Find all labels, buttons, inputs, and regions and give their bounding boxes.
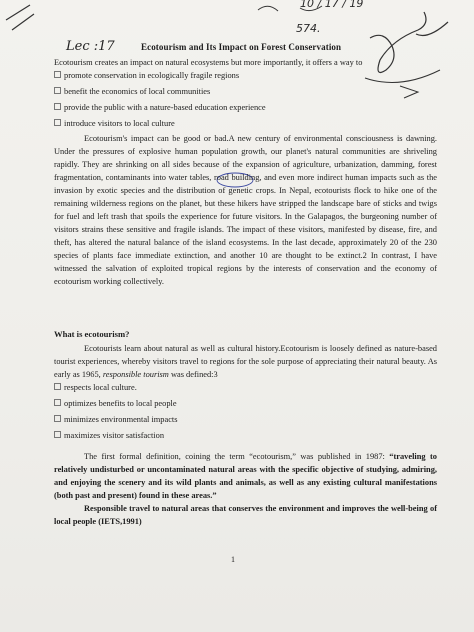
- paragraph-formal-definition: [54, 450, 437, 502]
- lecture-label: Lec :17: [66, 39, 115, 54]
- handwritten-number: 574.: [296, 22, 321, 35]
- checkbox-icon: [54, 431, 61, 438]
- impact-paragraph: Ecotourism's impact can be good or bad.A new century of environmental consciousness is dawning. Under the pressures of explosive human population growth, our planet's natural communities are shriveling rapidly. They are shrinking on all sides because of the expansion of agriculture, urbanization, damming, forest fragmentation, contaminants into water tables, road building, and even more indirect human impacts such as the invasion by exotic species and the distribution of genetic crops. In Nepal, ecotourists flock to hike one of the remaining wilderness regions on the planet, but these hikers have stripped the landscape bare of sticks and twigs for fuel and left trash that spoils the experience for future visitors. In the Galapagos, the burgeoning number of visitors strains these sensitive and fragile islands. The impact of these visitors, manifested by disease, fire, and theft, has altered the natural balance of the island ecosystems. In the last decade, approximately 20 of the 230 species of plants face immediate extinction, and another 10 are thought to be extinct.2 In contrast, I have witnessed the salvation of exploited tropical regions by the interests of conservation and the economy of ecotourism working collectively.: [54, 134, 437, 286]
- paragraph-definition: [54, 342, 437, 381]
- list-item: maximizes visitor satisfaction: [54, 428, 434, 444]
- checkbox-icon: [54, 103, 61, 110]
- list-item: benefit the economics of local communities: [54, 84, 434, 100]
- checkbox-icon: [54, 119, 61, 126]
- handwritten-date: 10 / 17 / 19: [300, 0, 364, 10]
- list-item: optimizes benefits to local people: [54, 396, 434, 412]
- bullet-list-1: [54, 68, 434, 132]
- list-item: introduce visitors to local culture: [54, 116, 434, 132]
- list-item: minimizes environmental impacts: [54, 412, 434, 428]
- checkbox-icon: [54, 87, 61, 94]
- responsible-travel-paragraph: Responsible travel to natural areas that conserves the environment and improves the well-being of local people (IETS,1991): [54, 504, 437, 526]
- checkbox-icon: [54, 399, 61, 406]
- list-item: promote conservation in ecologically fragile regions: [54, 68, 434, 84]
- page-number: 1: [231, 555, 235, 564]
- page-title: Ecotourism and Its Impact on Forest Conservation: [141, 42, 342, 52]
- formal-definition-paragraph: The first formal definition, coining the term “ecotourism,” was published in 1987: “traveling to relatively undisturbed or uncontaminated natural areas with the specific objective of studying, admiring, and enjoying the scenery and its wild plants and animals, as well as any existing cultural manifestations (both past and present) found in these areas.”: [54, 452, 437, 500]
- bullet-list-2: [54, 380, 434, 444]
- paragraph-impact: [54, 132, 437, 288]
- intro-paragraph: Ecotourism creates an impact on natural ecosystems but more importantly, it offers a way to: [54, 58, 363, 67]
- section-heading-what: What is ecotourism?: [54, 329, 130, 339]
- checkbox-icon: [54, 383, 61, 390]
- definition-paragraph: Ecotourists learn about natural as well as cultural history.Ecotourism is loosely defined as nature-based tourist experiences, whereby visitors travel to regions for the sole purpose of appreciating their natural beauty. As early as 1965, responsible tourism was defined:3: [54, 344, 437, 379]
- list-item: provide the public with a nature-based education experience: [54, 100, 434, 116]
- checkbox-icon: [54, 71, 61, 78]
- paragraph-responsible-travel: [54, 502, 437, 528]
- list-item: respects local culture.: [54, 380, 434, 396]
- checkbox-icon: [54, 415, 61, 422]
